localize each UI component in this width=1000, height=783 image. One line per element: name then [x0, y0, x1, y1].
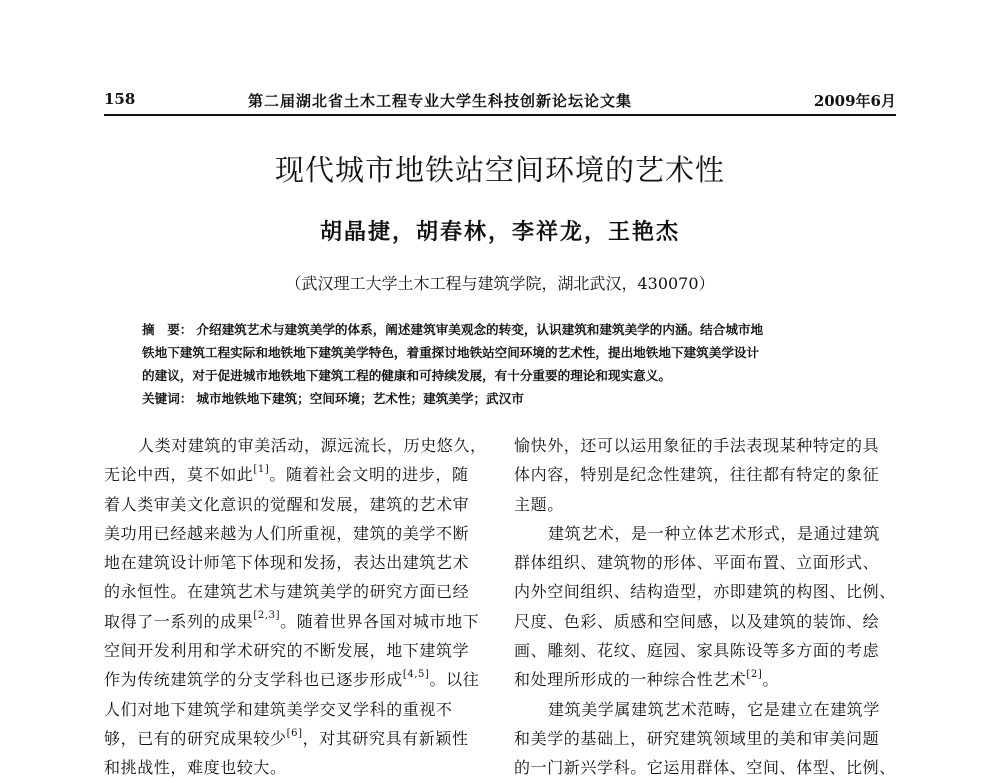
running-header — [104, 90, 896, 116]
body-text: 体内容，特别是纪念性建筑，往往都有特定的象征 — [514, 465, 880, 485]
citation: [4,5] — [402, 669, 430, 681]
citation: [1] — [253, 463, 270, 475]
body-text: 人们对地下建筑学和建筑美学交叉学科的重视不 — [104, 699, 453, 719]
body-column-right — [514, 431, 894, 783]
affiliation: （武汉理工大学土木工程与建筑学院，湖北武汉，430070） — [285, 274, 715, 293]
abstract-line: 铁地下建筑工程实际和地铁地下建筑美学特色，着重探讨地铁站空间环境的艺术性，提出地铁地下建筑美学设计 — [142, 345, 760, 360]
body-line — [514, 577, 894, 606]
body-text: 空间开发利用和学术研究的不断发展，地下建筑学 — [104, 641, 470, 661]
body-text: 人类对建筑的审美活动，源远流长，历史悠久， — [138, 436, 487, 455]
keywords-text: 城市地铁地下建筑；空间环境；艺术性；建筑美学；武汉市 — [196, 391, 524, 406]
citation: [2,3] — [253, 610, 281, 622]
abstract — [142, 318, 882, 410]
body-text: 主题。 — [514, 494, 564, 514]
body-line — [514, 519, 894, 548]
body-text: 着人类审美文化意识的觉醒和发展，建筑的艺术审 — [104, 494, 470, 514]
body-line — [104, 460, 484, 489]
body-line — [104, 724, 484, 753]
body-line — [104, 548, 484, 577]
abstract-line: 的建议，对于促进城市地铁地下建筑工程的健康和可持续发展，有十分重要的理论和现实意义。 — [142, 368, 671, 383]
publication-date: 2009年6月 — [813, 92, 896, 110]
body-line — [514, 724, 894, 753]
body-line — [514, 695, 894, 724]
abstract-line — [142, 318, 882, 341]
body-line — [104, 695, 484, 724]
body-text: 的永恒性。在建筑艺术与建筑美学的研究方面已经 — [104, 582, 470, 602]
body-line — [104, 607, 484, 636]
body-column-left — [104, 431, 487, 783]
body-text: 建筑美学属建筑艺术范畴，它是建立在建筑学 — [548, 699, 881, 719]
body-line — [104, 577, 484, 606]
body-text: 和处理所形成的一种综合性艺术 — [514, 670, 747, 690]
body-text: 地在建筑设计师笔下体现和发扬，表达出建筑艺术 — [104, 553, 470, 573]
citation: [2] — [746, 669, 763, 681]
body-line — [104, 636, 484, 665]
abstract-label: 摘 要： — [142, 322, 193, 337]
keywords-label: 关键词： — [142, 391, 193, 406]
body-line — [514, 460, 894, 489]
body-text: 愉快外，还可以运用象征的手法表现某种特定的具 — [514, 436, 880, 455]
body-line — [514, 636, 894, 665]
body-text: 。随着世界各国对城市地下 — [280, 611, 480, 631]
body-text: 和美学的基础上，研究建筑领域里的美和审美问题 — [514, 728, 880, 748]
keywords-line — [142, 387, 882, 410]
body-text: 。 — [762, 670, 779, 690]
body-text: 尺度、色彩、质感和空间感，以及建筑的装饰、绘 — [514, 611, 880, 631]
journal-title: 第二届湖北省土木工程专业大学生科技创新论坛论文集 — [248, 92, 633, 110]
paper-title: 现代城市地铁站空间环境的艺术性 — [274, 153, 725, 187]
body-line — [514, 753, 894, 782]
body-text: 无论中西，莫不如此 — [104, 465, 254, 485]
body-text: 。以往 — [429, 670, 480, 690]
body-line — [104, 665, 484, 694]
body-text: 内外空间组织、结构造型，亦即建筑的构图、比例、 — [514, 582, 896, 602]
authors: 胡晶捷，胡春林，李祥龙，王艳杰 — [319, 219, 680, 245]
body-line — [104, 431, 487, 460]
body-text: 的一门新兴学科。它运用群体、空间、体型、比例、 — [514, 758, 896, 778]
body-line — [104, 753, 484, 782]
body-text: ，对其研究具有新颖性 — [302, 728, 469, 748]
body-text: 够，已有的研究成果较少 — [104, 728, 287, 748]
body-text: 美功用已经越来越为人们所重视，建筑的美学不断 — [104, 523, 470, 543]
citation: [6] — [286, 727, 303, 739]
body-text: 。随着社会文明的进步，随 — [269, 465, 469, 485]
body-line — [104, 519, 484, 548]
body-line — [514, 607, 894, 636]
body-line — [514, 431, 894, 460]
body-text: 画、雕刻、花纹、庭园、家具陈设等多方面的考虑 — [514, 641, 880, 661]
body-text: 群体组织、建筑物的形体、平面布置、立面形式、 — [514, 553, 880, 573]
abstract-text: 介绍建筑艺术与建筑美学的体系，阐述建筑审美观念的转变，认识建筑和建筑美学的内涵。结合城市地 — [196, 322, 764, 337]
body-line — [104, 490, 484, 519]
body-text: 取得了一系列的成果 — [104, 611, 254, 631]
body-line — [514, 548, 894, 577]
body-text: 和挑战性，难度也较大。 — [104, 758, 287, 778]
body-text: 建筑艺术，是一种立体艺术形式，是通过建筑 — [548, 523, 881, 543]
body-line — [514, 490, 894, 519]
page-number: 158 — [104, 90, 136, 108]
body-line — [514, 665, 894, 694]
body-text: 作为传统建筑学的分支学科也已逐步形成 — [104, 670, 403, 690]
